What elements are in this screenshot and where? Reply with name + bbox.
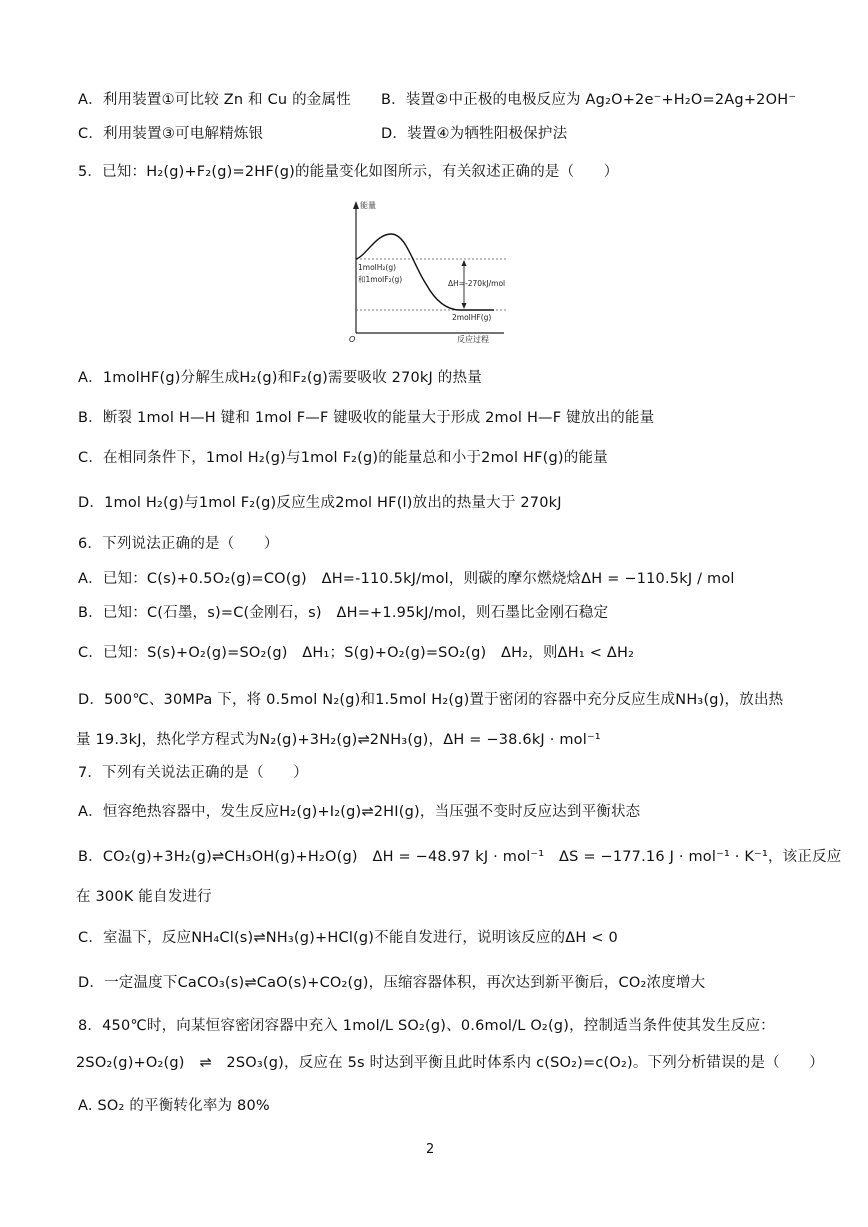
q6-option-d-line2: 量 19.3kJ，热化学方程式为N₂(g)+3H₂(g)⇌2NH₃(g)，ΔH = −38.6kJ · mol⁻¹: [76, 732, 601, 748]
arrow-up-icon: [462, 260, 467, 266]
q8-stem-line2: 2SO₂(g)+O₂(g) ⇌ 2SO₃(g)，反应在 5s 时达到平衡且此时体系内 c(SO₂)=c(O₂)。下列分析错误的是（ ）: [76, 1055, 824, 1071]
q5-option-a: A．1molHF(g)分解生成H₂(g)和F₂(g)需要吸收 270kJ 的热量: [78, 370, 482, 386]
q7-option-b-line2: 在 300K 能自发进行: [76, 889, 212, 905]
q7-stem: 7．下列有关说法正确的是（ ）: [78, 765, 308, 781]
x-axis-label: 反应过程: [457, 335, 489, 344]
q8-option-a: A. SO₂ 的平衡转化率为 80%: [78, 1098, 270, 1114]
y-axis-label: 能量: [360, 201, 376, 210]
q8-stem-line1: 8．450℃时，向某恒容密闭容器中充入 1mol/L SO₂(g)、0.6mol/L O₂(g)，控制适当条件使其发生反应：: [78, 1018, 775, 1034]
energy-diagram: [336, 198, 516, 346]
q7-option-a: A．恒容绝热容器中，发生反应H₂(g)+I₂(g)⇌2HI(g)，当压强不变时反应达到平衡状态: [78, 804, 641, 820]
energy-curve: [356, 234, 494, 310]
q5-stem: 5．已知：H₂(g)+F₂(g)=2HF(g)的能量变化如图所示，有关叙述正确的是（ ）: [78, 164, 619, 180]
q7-option-b-line1: B．CO₂(g)+3H₂(g)⇌CH₃OH(g)+H₂O(g) ΔH = −48.97 kJ · mol⁻¹ ΔS = −177.16 J · mol⁻¹ · K⁻¹，该正反应: [78, 849, 842, 865]
q7-option-d: D．一定温度下CaCO₃(s)⇌CaO(s)+CO₂(g)，压缩容器体积，再次达到新平衡后，CO₂浓度增大: [78, 975, 706, 991]
q5-option-c: C．在相同条件下，1mol H₂(g)与1mol F₂(g)的能量总和小于2mol HF(g)的能量: [78, 450, 608, 466]
origin-label: O: [349, 335, 356, 344]
product-label: 2molHF(g): [452, 313, 492, 322]
q6-option-b: B．已知：C(石墨，s)=C(金刚石，s) ΔH=+1.95kJ/mol，则石墨比金刚石稳定: [78, 605, 609, 621]
q6-option-a: A．已知：C(s)+0.5O₂(g)=CO(g) ΔH=-110.5kJ/mol，则碳的摩尔燃烧焓ΔH = −110.5kJ / mol: [78, 571, 735, 587]
arrow-down-icon: [462, 303, 467, 309]
q5-option-b: B．断裂 1mol H—H 键和 1mol F—F 键吸收的能量大于形成 2mol H—F 键放出的能量: [78, 410, 655, 426]
y-axis-arrow-icon: [353, 201, 359, 209]
q4-option-a: A．利用装置①可比较 Zn 和 Cu 的金属性: [78, 92, 351, 108]
q6-option-d-line1: D．500℃、30MPa 下，将 0.5mol N₂(g)和1.5mol H₂(g)置于密闭的容器中充分反应生成NH₃(g)，放出热: [78, 692, 784, 708]
q4-option-d: D．装置④为牺牲阳极保护法: [381, 126, 568, 142]
q7-option-c: C．室温下，反应NH₄Cl(s)⇌NH₃(g)+HCl(g)不能自发进行，说明该反应的ΔH < 0: [78, 930, 618, 946]
reactant-label-1: 1molH₂(g): [358, 263, 397, 272]
q6-stem: 6．下列说法正确的是（ ）: [78, 536, 279, 552]
page-number: 2: [426, 1142, 435, 1157]
q4-option-c: C．利用装置③可电解精炼银: [78, 126, 264, 142]
q6-option-c: C．已知：S(s)+O₂(g)=SO₂(g) ΔH₁；S(g)+O₂(g)=SO₂(g) ΔH₂，则ΔH₁ < ΔH₂: [78, 645, 635, 661]
q4-option-b: B．装置②中正极的电极反应为 Ag₂O+2e⁻+H₂O=2Ag+2OH⁻: [381, 92, 797, 108]
q5-option-d: D．1mol H₂(g)与1mol F₂(g)反应生成2mol HF(l)放出的热量大于 270kJ: [78, 495, 562, 511]
reactant-label-2: 和1molF₂(g): [358, 275, 403, 284]
delta-h-label: ΔH=-270kJ/mol: [448, 279, 506, 288]
